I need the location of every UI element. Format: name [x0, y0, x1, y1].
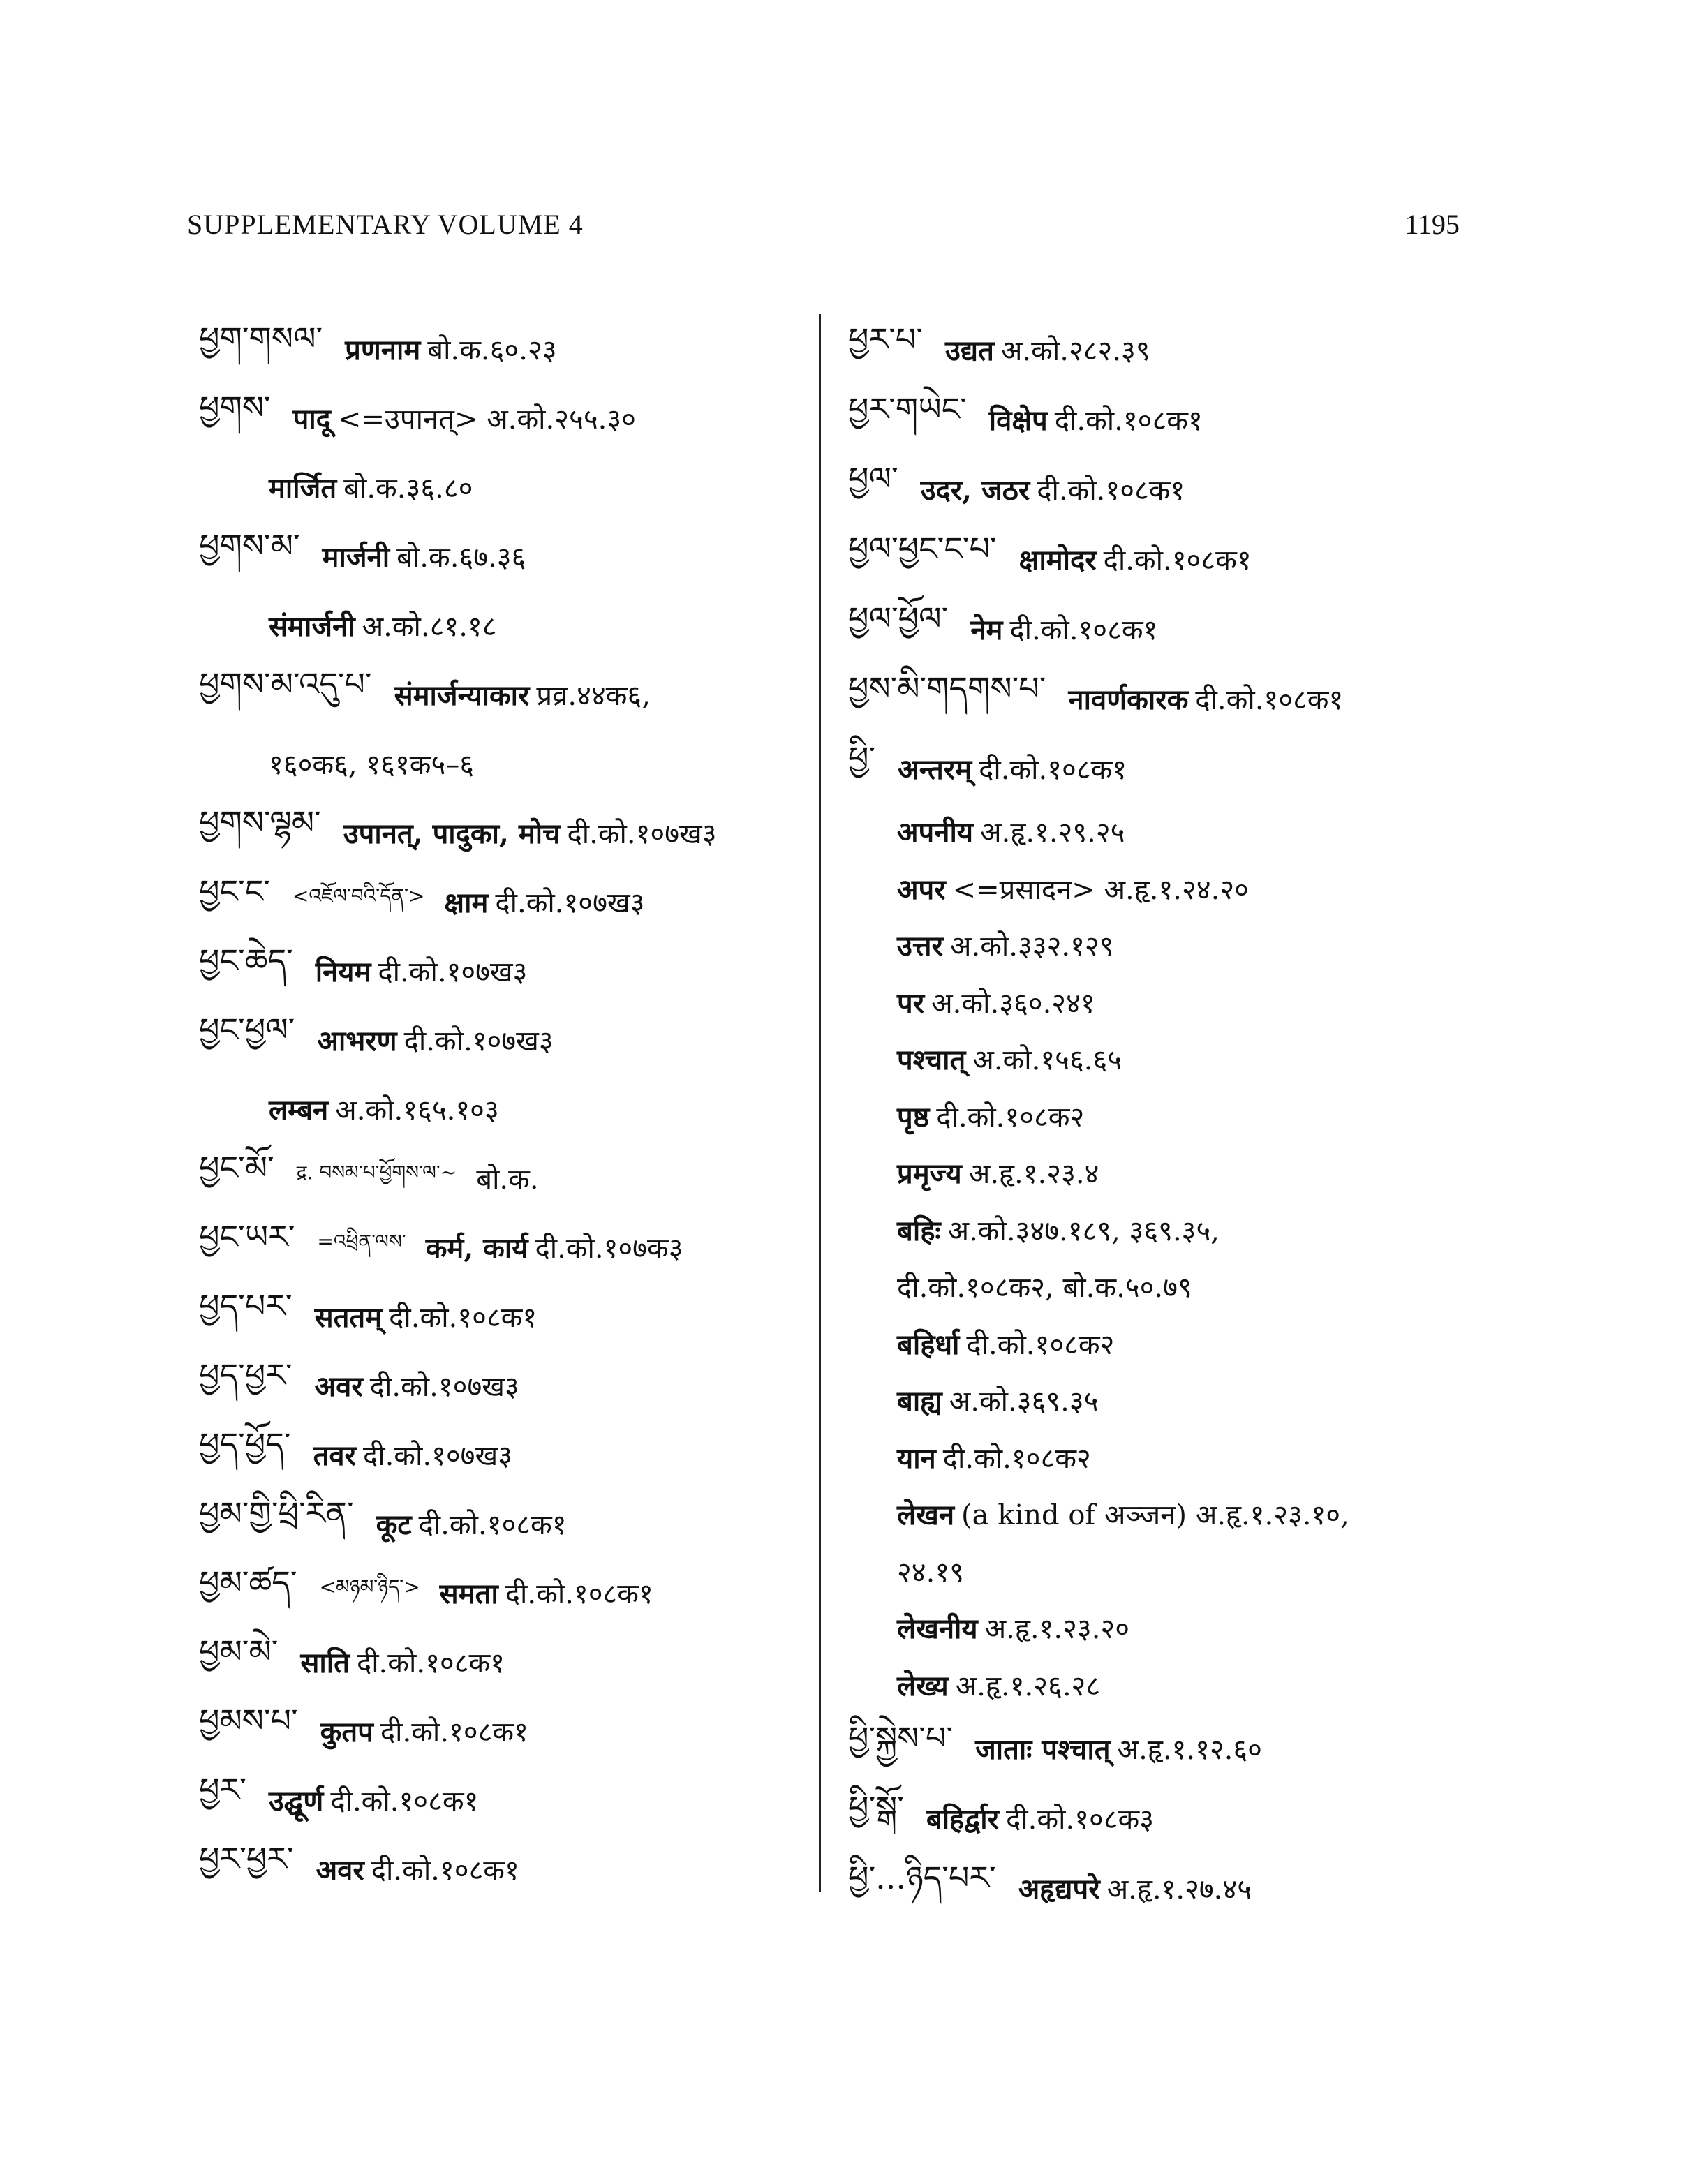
dictionary-entry — [848, 733, 1476, 803]
tibetan-headword: ཕྱར་གཡེང་ — [848, 389, 967, 428]
source-reference: दी.को.१०७क३ — [535, 1233, 683, 1265]
dictionary-entry — [848, 1372, 1476, 1429]
sanskrit-term: पर — [897, 986, 925, 1020]
sanskrit-term: मार्जित — [269, 472, 337, 505]
source-reference: दी.को.१०८क१ — [1009, 614, 1158, 646]
sanskrit-term: उदर, जठर — [920, 473, 1030, 507]
sanskrit-term: उद्घूर्ण — [268, 1785, 324, 1818]
sanskrit-term: यान — [897, 1441, 936, 1475]
tibetan-headword: ཕྱར་ — [199, 1771, 246, 1808]
source-reference: २४.१९ — [897, 1556, 964, 1589]
source-reference: अ.को.३६०.२४१ — [931, 987, 1095, 1020]
source-reference: अ.हृ.१.२३.४ — [968, 1158, 1099, 1191]
dictionary-entry — [848, 1258, 1476, 1315]
tibetan-headword: ཕྱགས་ལྷམ་ — [199, 803, 321, 841]
source-reference: प्रव्र.४४क६, — [536, 680, 651, 712]
source-reference: दी.को.१०८क२, बो.क.५०.७९ — [897, 1272, 1192, 1305]
sanskrit-term: सततम् — [314, 1301, 383, 1334]
source-reference: दी.को.१०८क१ — [979, 753, 1127, 786]
usage-note: <འཇོལ་བའི་དོན་> — [292, 884, 425, 907]
source-reference: दी.को.१०७ख३ — [362, 1440, 512, 1472]
source-reference: बो.क.६७.३६ — [396, 542, 526, 574]
dictionary-entry — [848, 1315, 1476, 1372]
source-reference: अ.हृ.१.२६.२८ — [955, 1670, 1101, 1702]
dictionary-entry — [848, 1087, 1476, 1145]
dictionary-entry — [199, 521, 813, 590]
sanskrit-term: अवर — [316, 1854, 364, 1887]
right-column — [848, 314, 1476, 1922]
sanskrit-term: अवर — [314, 1370, 363, 1403]
source-reference: अ.हृ.१.२७.४५ — [1106, 1873, 1252, 1906]
tibetan-headword: ཕྱང་ཕྱལ་ — [199, 1011, 295, 1048]
column-divider — [819, 314, 821, 1892]
tibetan-headword: ཕྱམས་པ་ — [199, 1702, 298, 1739]
source-reference: दी.को.१०८क१ — [1195, 683, 1344, 716]
source-reference: दी.को.१०८क१ — [330, 1785, 479, 1818]
sanskrit-term: जाताः पश्चात् — [975, 1732, 1111, 1766]
sanskrit-term: अहृद्यपरे — [1018, 1872, 1100, 1906]
source-reference: दी.को.१०८क१ — [371, 1855, 519, 1887]
running-header: SUPPLEMENTARY VOLUME 4 — [187, 209, 584, 240]
dictionary-entry — [848, 663, 1476, 733]
dictionary-entry — [848, 384, 1476, 454]
tibetan-headword: ཕྱར་ཕྱར་ — [199, 1840, 294, 1878]
source-reference: दी.को.१०७ख३ — [369, 1371, 519, 1403]
source-reference: १६०क६, १६१क५–६ — [269, 749, 475, 781]
source-reference: बो.क. — [476, 1164, 539, 1196]
sanskrit-term: लेख्य — [897, 1669, 949, 1702]
source-reference: अ.हृ.१.२३.२० — [984, 1613, 1130, 1646]
tibetan-headword: ཕྱང་མོ་ — [199, 1149, 274, 1187]
tibetan-headword: ཕྱས་མི་གདགས་པ་ — [848, 669, 1046, 707]
dictionary-entry — [848, 860, 1476, 917]
source-reference: दी.को.१०८क१ — [1054, 404, 1203, 437]
tibetan-headword: ཕྱད་ཕྱར་ — [199, 1356, 292, 1394]
tibetan-headword: ཕྱམ་གྱི་ཕྲི་རིན་ — [199, 1494, 354, 1532]
page-number: 1195 — [1404, 209, 1460, 240]
source-reference: बो.क.३६.८० — [343, 473, 473, 505]
dictionary-entry — [848, 1852, 1476, 1922]
tibetan-headword: ཕྱི་ — [848, 738, 876, 777]
dictionary-entry — [199, 1005, 813, 1074]
tibetan-headword: ཕྱག་གསལ་ — [199, 320, 323, 357]
sanskrit-term: लेखन — [897, 1499, 955, 1532]
dictionary-entry — [848, 1429, 1476, 1486]
sanskrit-term: उत्तर — [897, 930, 943, 963]
tibetan-headword: ཕྱད་པར་ — [199, 1287, 292, 1325]
dictionary-entry — [199, 1351, 813, 1420]
dictionary-entry — [848, 916, 1476, 974]
sanskrit-term: पृष्ठ — [897, 1100, 930, 1134]
sanskrit-term: कूट — [376, 1508, 412, 1541]
tibetan-headword: ཕྱགས་ — [199, 389, 271, 426]
source-reference: अ.हृ.१.२९.२५ — [980, 817, 1125, 849]
tibetan-headword: ཕྱང་ང་ — [199, 872, 270, 910]
sanskrit-term: कर्म, कार्य — [425, 1232, 528, 1265]
source-reference: अ.को.३३२.१२९ — [949, 930, 1114, 963]
source-reference: दी.को.१०८क२ — [936, 1101, 1085, 1134]
tibetan-headword: ཕྱི་སྒོ་ — [848, 1788, 904, 1827]
sanskrit-term: उपानत्, पादुका, मोच — [343, 817, 561, 850]
source-reference: दी.को.१०८क१ — [389, 1302, 538, 1334]
source-reference: अ.को.८१.१८ — [362, 611, 497, 643]
source-reference: बो.क.६०.२३ — [427, 334, 557, 366]
source-reference: दी.को.१०८क२ — [942, 1442, 1091, 1475]
sanskrit-term: बहिर्द्वार — [926, 1802, 1000, 1836]
source-reference: अ.को.३६९.३५ — [949, 1386, 1099, 1418]
dictionary-entry — [199, 1696, 813, 1765]
tibetan-headword: ཕྱགས་མ་ — [199, 527, 300, 565]
sanskrit-term: बाह्य — [897, 1385, 942, 1418]
dictionary-entry — [199, 314, 813, 383]
tibetan-headword: ཕྱལ་ཕྱོལ་ — [848, 599, 949, 637]
dictionary-entry — [848, 803, 1476, 860]
sanskrit-term: मार्जनी — [322, 541, 390, 574]
dictionary-entry — [199, 1834, 813, 1903]
dictionary-entry — [848, 1201, 1476, 1258]
sanskrit-term: अन्तरम् — [898, 752, 972, 786]
dictionary-entry — [848, 1713, 1476, 1783]
sanskrit-term: नेम — [970, 613, 1003, 646]
sanskrit-term: पादू — [292, 403, 331, 436]
dictionary-entry — [848, 1543, 1476, 1600]
sanskrit-term: संमार्जनी — [269, 610, 355, 643]
source-reference: दी.को.१०७ख३ — [378, 956, 528, 988]
source-reference: दी.को.१०७ख३ — [495, 887, 645, 919]
sanskrit-term: प्रमृज्य — [897, 1157, 962, 1191]
source-reference: दी.को.१०८क२ — [966, 1328, 1115, 1361]
source-reference: अ.को.१५६.६५ — [972, 1044, 1122, 1077]
usage-note: <མཉམ་ཉིད་> — [319, 1575, 420, 1598]
usage-note: द्र. བསམ་པ་ཕྱོགས་ལ་~ — [296, 1161, 457, 1184]
source-reference: अ.हृ.१.१२.६० — [1117, 1733, 1262, 1766]
tibetan-headword: ཕྱི་སྐྱེས་པ་ — [848, 1718, 954, 1757]
sanskrit-term: उद्यत — [944, 334, 994, 367]
tibetan-headword: ཕྱད་ཕྱོད་ — [199, 1425, 291, 1463]
source-reference: <=उपानत्> अ.को.२५५.३० — [337, 403, 636, 436]
source-reference: दी.को.१०८क१ — [1037, 474, 1185, 507]
dictionary-entry — [848, 974, 1476, 1031]
sanskrit-term: नावर्णकारक — [1068, 683, 1189, 716]
sanskrit-term: क्षामोदर — [1018, 543, 1097, 577]
sanskrit-term: क्षाम — [444, 886, 489, 919]
source-reference: दी.को.१०८क३ — [1006, 1803, 1155, 1836]
sanskrit-term: साति — [300, 1647, 350, 1679]
sanskrit-term: प्रणनाम — [345, 334, 421, 366]
sanskrit-term: विक्षेप — [988, 403, 1048, 437]
source-reference: अ.को.३४७.१८९, ३६९.३५, — [947, 1214, 1220, 1247]
tibetan-headword: ཕྱང་ཡར་ — [199, 1218, 295, 1256]
sanskrit-term: पश्चात् — [897, 1043, 966, 1077]
sanskrit-term: बहिः — [897, 1214, 941, 1247]
tibetan-headword: ཕྱགས་མ་འདུ་པ་ — [199, 665, 372, 703]
tibetan-headword: ཕྱལ་ཕྱང་ང་པ་ — [848, 529, 997, 567]
sanskrit-term: समता — [439, 1577, 498, 1610]
source-reference: (a kind of अञ्जन) अ.हृ.१.२३.१०, — [961, 1499, 1349, 1532]
left-column — [199, 314, 813, 1903]
sanskrit-term: अपर — [897, 872, 946, 906]
dictionary-entry — [199, 1558, 813, 1627]
sanskrit-term: आभरण — [317, 1025, 397, 1057]
sanskrit-term: नियम — [315, 956, 371, 988]
source-reference: दी.को.१०८क१ — [380, 1716, 528, 1748]
sanskrit-term: कुतप — [320, 1716, 373, 1748]
dictionary-entry — [199, 798, 813, 867]
source-reference: दी.को.१०८क१ — [418, 1509, 567, 1541]
sanskrit-term: लम्बन — [269, 1094, 329, 1127]
sanskrit-term: अपनीय — [897, 816, 974, 849]
source-reference: अ.को.१६५.१०३ — [335, 1094, 499, 1127]
dictionary-entry — [199, 660, 813, 729]
tibetan-headword: ཕྱར་པ་ — [848, 320, 923, 358]
source-reference: दी.को.१०७ख३ — [567, 818, 717, 850]
usage-note: =འཕྲིན་ལས་ — [317, 1230, 406, 1253]
dictionary-entry — [848, 1485, 1476, 1543]
source-reference: दी.को.१०८क१ — [1103, 544, 1252, 577]
source-reference: दी.को.१०७ख३ — [403, 1025, 554, 1057]
dictionary-entry — [848, 1599, 1476, 1656]
sanskrit-term: बहिर्धा — [897, 1328, 960, 1361]
tibetan-headword: ཕྱམ་ཚད་ — [199, 1563, 297, 1601]
tibetan-headword: ཕྱི་...ཉིད་པར་ — [848, 1858, 996, 1896]
sanskrit-term: संमार्जन्याकार — [394, 679, 530, 712]
sanskrit-term: तवर — [313, 1439, 356, 1472]
dictionary-entry — [848, 1030, 1476, 1087]
source-reference: अ.को.२८२.३९ — [1000, 334, 1150, 367]
tibetan-headword: ཕྱང་ཆེད་ — [199, 942, 293, 979]
dictionary-entry — [848, 1144, 1476, 1201]
source-reference: दी.को.१०८क१ — [356, 1647, 505, 1679]
tibetan-headword: ཕྱམ་མེ་ — [199, 1633, 279, 1670]
source-reference: <=प्रसादन> अ.हृ.१.२४.२० — [952, 873, 1249, 906]
sanskrit-term: लेखनीय — [897, 1612, 978, 1646]
source-reference: दी.को.१०८क१ — [505, 1578, 653, 1610]
tibetan-headword: ཕྱལ་ — [848, 459, 898, 498]
